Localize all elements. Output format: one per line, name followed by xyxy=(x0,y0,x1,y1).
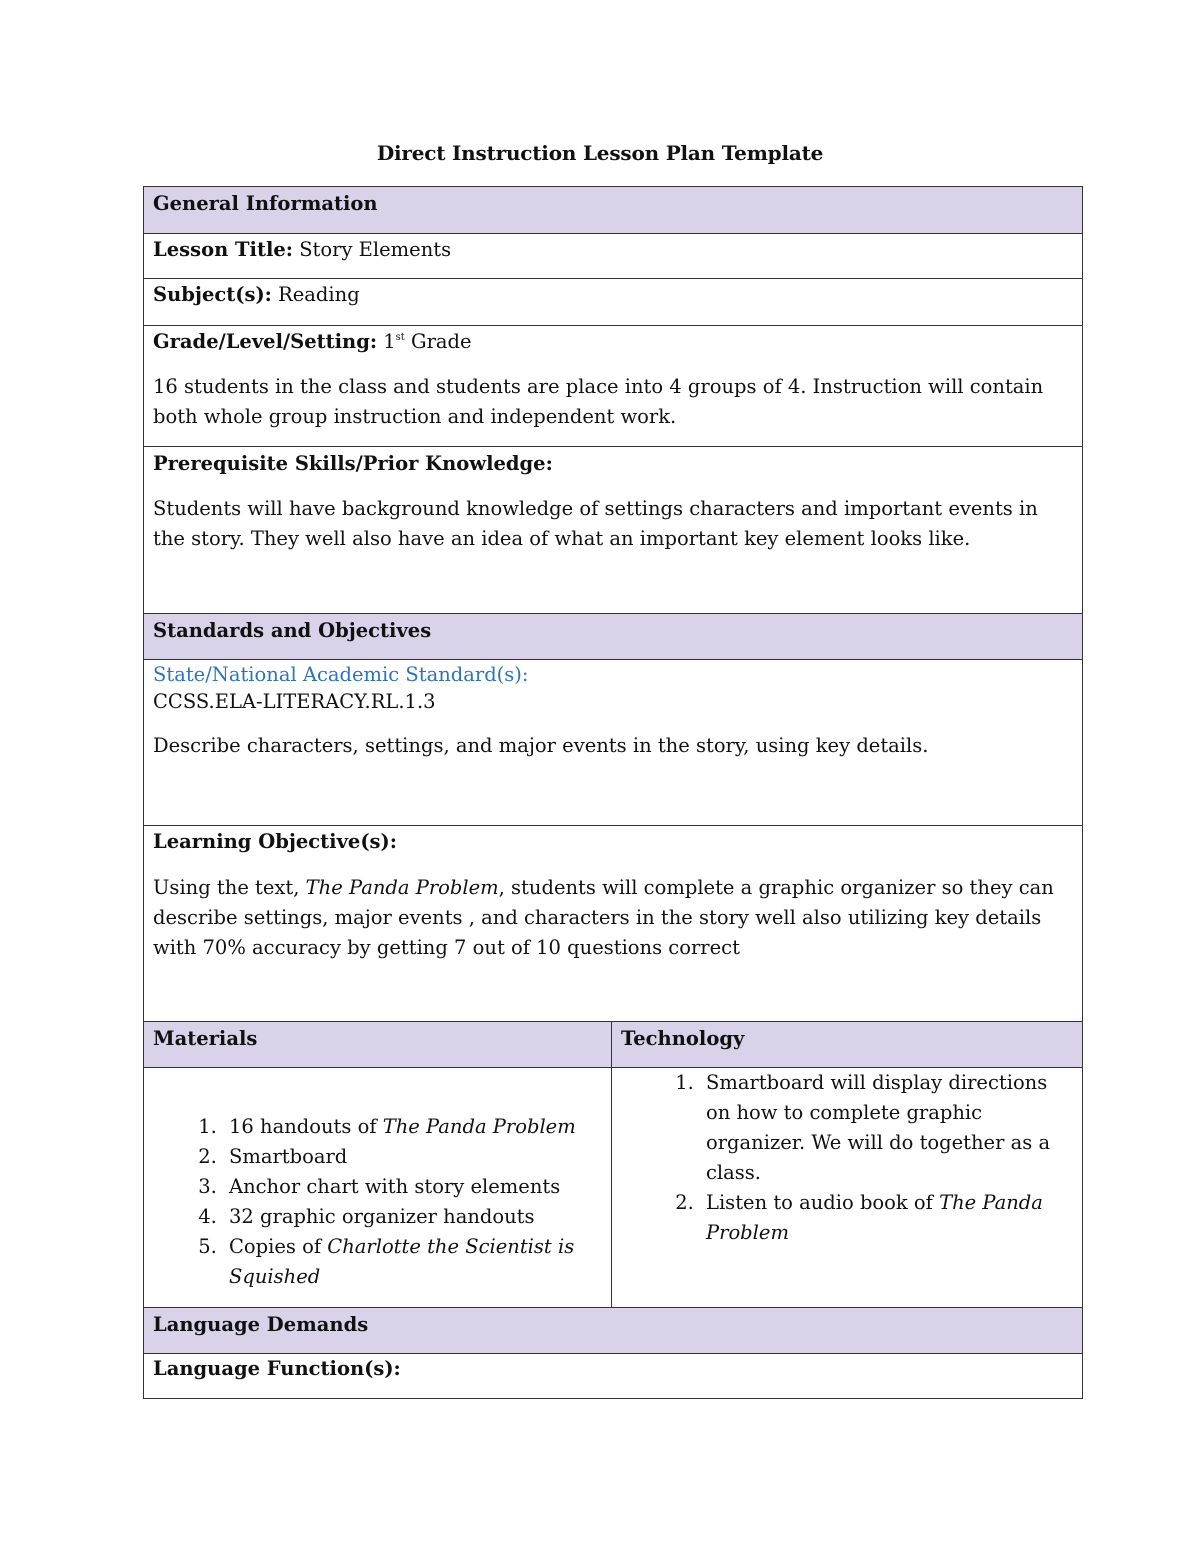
materials-cell xyxy=(144,1068,612,1308)
language-function-label: Language Function(s): xyxy=(144,1354,1083,1399)
list-item: 2. Smartboard xyxy=(223,1142,602,1172)
materials-list xyxy=(153,1112,602,1292)
document-title: Direct Instruction Lesson Plan Template xyxy=(376,141,824,165)
subject-value: Reading xyxy=(271,283,360,306)
grade-value-number: 1 xyxy=(377,330,396,353)
technology-item-text: Listen to audio book of xyxy=(706,1191,940,1214)
standard-code: CCSS.ELA-LITERACY.RL.1.3 xyxy=(153,690,436,713)
learning-objective-text xyxy=(153,873,1073,963)
general-information-header: General Information xyxy=(144,187,1083,234)
list-item: 3. Anchor chart with story elements xyxy=(223,1172,602,1202)
language-demands-header: Language Demands xyxy=(144,1308,1083,1354)
grade-label: Grade/Level/Setting: xyxy=(153,330,378,353)
lesson-title-value: Story Elements xyxy=(293,238,452,261)
prerequisite-cell xyxy=(144,447,1083,614)
standards-cell xyxy=(144,660,1083,826)
learning-objective-cell xyxy=(144,826,1083,1022)
materials-book-title: Charlotte the Scientist is Squished xyxy=(229,1235,575,1288)
standards-objectives-header: Standards and Objectives xyxy=(144,614,1083,660)
subject-cell xyxy=(144,279,1083,326)
objective-book-title: The Panda Problem xyxy=(305,876,499,899)
technology-header: Technology xyxy=(612,1022,1083,1068)
materials-header: Materials xyxy=(144,1022,612,1068)
setting-text: 16 students in the class and students are place into 4 groups of 4. Instruction will contain both whole group instruction and independent work. xyxy=(153,375,1044,428)
objective-text-end: , students will complete a graphic organizer so they can describe settings, major events , and characters in the story well also utilizing key details with 70% accuracy by getting 7 out of 10 questions correct xyxy=(153,876,1054,959)
materials-book-title: The Panda Problem xyxy=(382,1115,576,1138)
technology-book-title: The Panda Problem xyxy=(706,1191,1043,1244)
grade-setting-cell xyxy=(144,326,1083,447)
lesson-title-label: Lesson Title: xyxy=(153,238,293,261)
list-item: 1. Smartboard will display directions on how to complete graphic organizer. We will do together as a class. xyxy=(700,1068,1073,1188)
list-item xyxy=(700,1188,1073,1248)
list-item xyxy=(223,1112,602,1142)
prerequisite-label: Prerequisite Skills/Prior Knowledge: xyxy=(153,452,553,475)
grade-value-suffix: st xyxy=(395,332,405,343)
standard-label: State/National Academic Standard(s): xyxy=(153,663,529,686)
list-item xyxy=(223,1232,602,1292)
standard-text: Describe characters, settings, and major events in the story, using key details. xyxy=(153,734,929,757)
grade-line xyxy=(153,327,1073,357)
grade-value-rest: Grade xyxy=(404,330,472,353)
learning-objective-label: Learning Objective(s): xyxy=(153,830,397,853)
technology-cell xyxy=(612,1068,1083,1308)
lesson-title-cell xyxy=(144,234,1083,279)
objective-text-start: Using the text, xyxy=(153,876,306,899)
subject-label: Subject(s): xyxy=(153,283,272,306)
materials-item-text: Copies of xyxy=(229,1235,328,1258)
technology-list xyxy=(621,1068,1073,1248)
lesson-plan-table xyxy=(143,186,1083,1399)
list-item: 4. 32 graphic organizer handouts xyxy=(223,1202,602,1232)
materials-item-text: 16 handouts of xyxy=(229,1115,383,1138)
prerequisite-text: Students will have background knowledge of settings characters and important events in the story. They well also have an idea of what an important key element looks like. xyxy=(153,497,1038,550)
